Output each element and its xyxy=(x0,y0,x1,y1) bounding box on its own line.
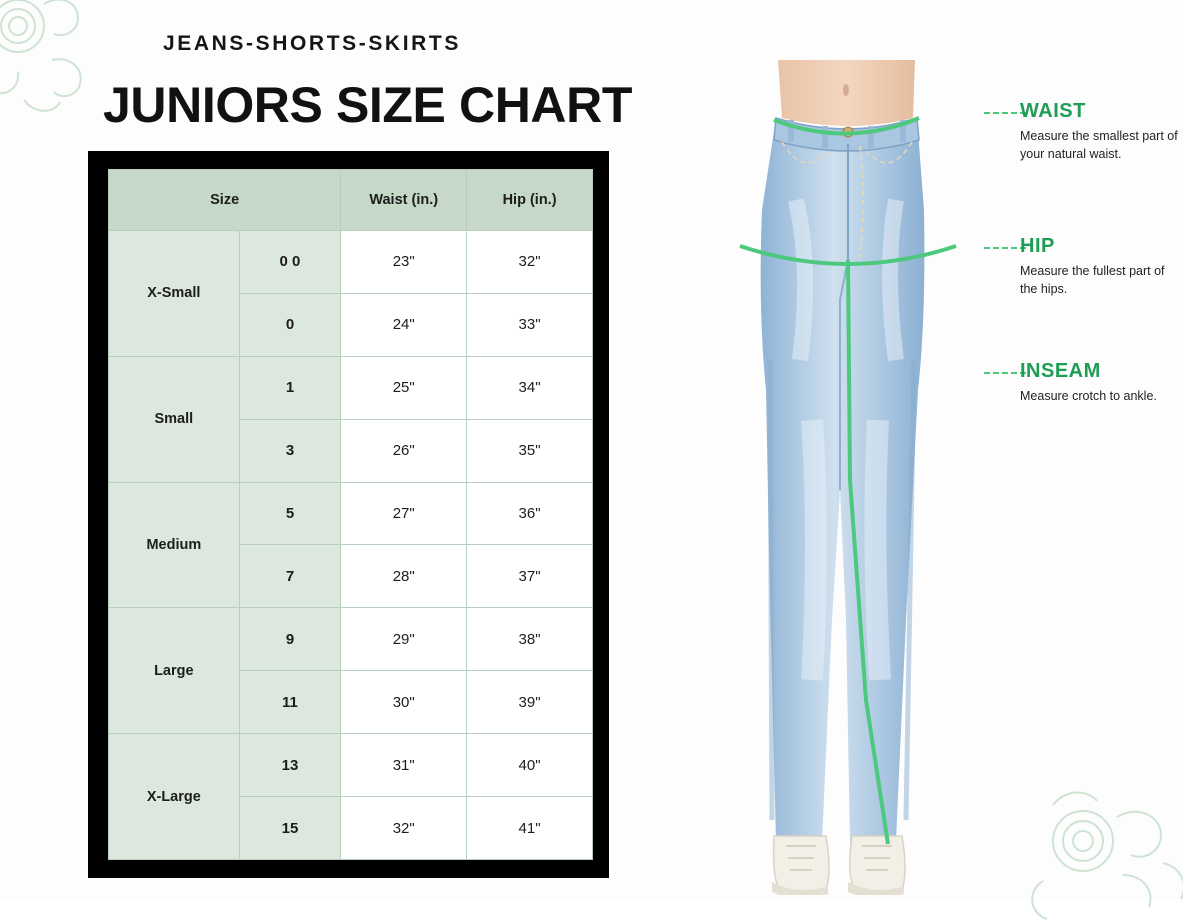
callout-list xyxy=(1020,0,1183,899)
column-header-size: Size xyxy=(109,170,341,231)
hip-cell: 33" xyxy=(467,293,593,356)
model-illustration xyxy=(700,60,1020,895)
waist-cell: 28" xyxy=(341,545,467,608)
hip-cell: 37" xyxy=(467,545,593,608)
size-cell: 15 xyxy=(239,797,341,860)
size-table-frame xyxy=(88,151,609,878)
size-cell: 9 xyxy=(239,608,341,671)
table-row xyxy=(109,231,593,294)
callout-title: WAIST xyxy=(1020,100,1086,122)
table-row xyxy=(109,482,593,545)
hip-cell: 35" xyxy=(467,419,593,482)
group-label-cell: Medium xyxy=(109,482,240,608)
waist-cell: 26" xyxy=(341,419,467,482)
waist-cell: 29" xyxy=(341,608,467,671)
size-cell: 7 xyxy=(239,545,341,608)
page-title: JUNIORS SIZE CHART xyxy=(103,77,632,133)
size-cell: 0 xyxy=(239,293,341,356)
group-label-cell: X-Small xyxy=(109,231,240,357)
right-shoe xyxy=(848,836,905,895)
size-cell: 5 xyxy=(239,482,341,545)
jeans-model-image xyxy=(700,60,1020,895)
hip-cell: 40" xyxy=(467,734,593,797)
callout-description: Measure the fullest part of the hips. xyxy=(1020,264,1165,297)
hip-cell: 41" xyxy=(467,797,593,860)
callout-title: INSEAM xyxy=(1020,360,1101,382)
callout-description: Measure crotch to ankle. xyxy=(1020,389,1157,403)
group-label-cell: Large xyxy=(109,608,240,734)
table-row xyxy=(109,356,593,419)
size-table xyxy=(108,169,593,860)
callout-hip xyxy=(1020,235,1180,298)
waist-cell: 31" xyxy=(341,734,467,797)
hip-cell: 32" xyxy=(467,231,593,294)
waist-cell: 32" xyxy=(341,797,467,860)
waist-cell: 27" xyxy=(341,482,467,545)
waist-cell: 30" xyxy=(341,671,467,734)
waist-cell: 23" xyxy=(341,231,467,294)
waist-cell: 24" xyxy=(341,293,467,356)
callout-waist xyxy=(1020,100,1180,163)
category-kicker: JEANS-SHORTS-SKIRTS xyxy=(163,32,461,55)
size-cell: 0 0 xyxy=(239,231,341,294)
table-row xyxy=(109,608,593,671)
size-cell: 13 xyxy=(239,734,341,797)
callout-title: HIP xyxy=(1020,235,1055,257)
callout-inseam xyxy=(1020,360,1180,405)
hip-cell: 38" xyxy=(467,608,593,671)
left-shoe xyxy=(772,836,829,895)
hip-cell: 36" xyxy=(467,482,593,545)
group-label-cell: X-Large xyxy=(109,734,240,860)
size-cell: 3 xyxy=(239,419,341,482)
chart-right-column xyxy=(690,0,1183,899)
waist-cell: 25" xyxy=(341,356,467,419)
column-header-hip: Hip (in.) xyxy=(467,170,593,231)
table-row xyxy=(109,734,593,797)
column-header-waist: Waist (in.) xyxy=(341,170,467,231)
group-label-cell: Small xyxy=(109,356,240,482)
callout-description: Measure the smallest part of your natural waist. xyxy=(1020,129,1178,162)
hip-cell: 39" xyxy=(467,671,593,734)
table-header-row xyxy=(109,170,593,231)
hip-cell: 34" xyxy=(467,356,593,419)
size-cell: 1 xyxy=(239,356,341,419)
size-cell: 11 xyxy=(239,671,341,734)
